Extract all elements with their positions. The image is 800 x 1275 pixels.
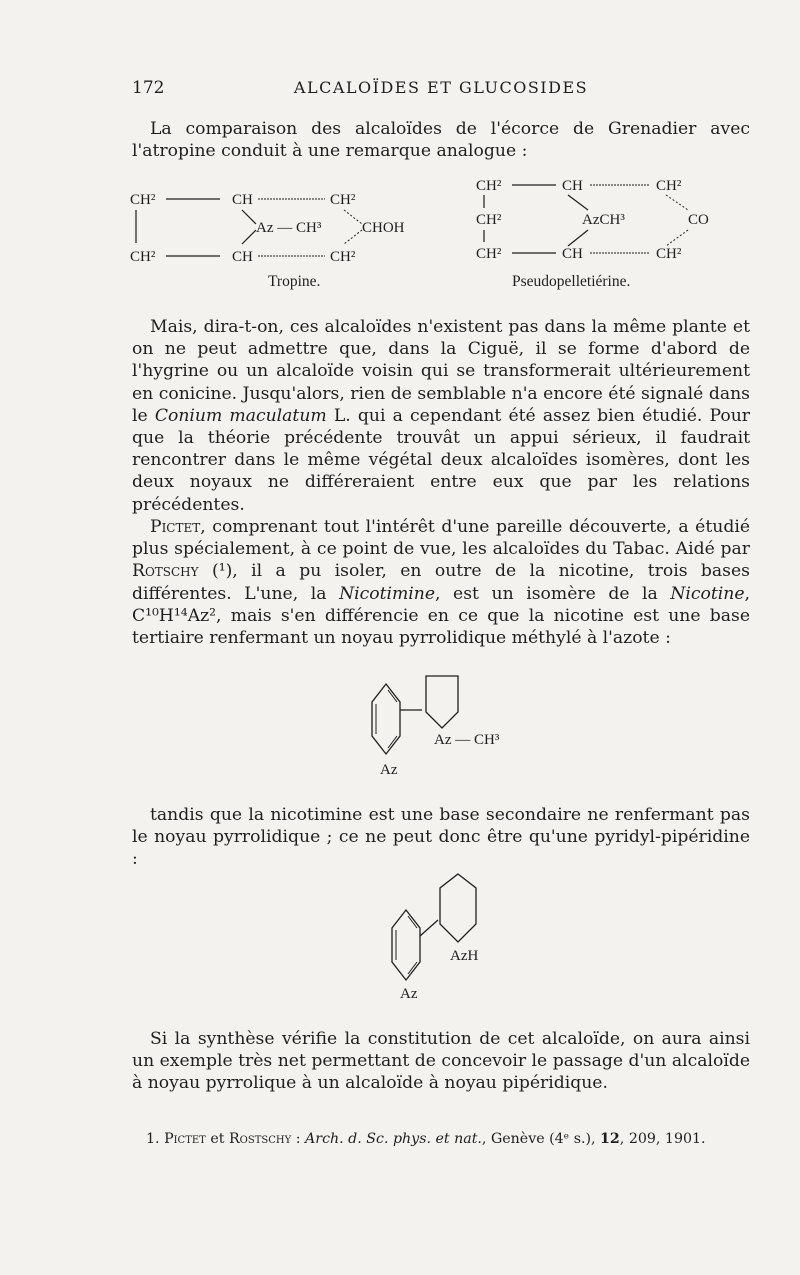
para3-text4: mais s'en différencie en ce que la nicotine est une base tertiaire renfermant un noyau pyrrolidique méthylé à l'azote : [132, 605, 750, 649]
tropine-group: CH [232, 249, 253, 265]
tropine-group: CH² [130, 192, 156, 208]
para5-text: Si la synthèse vérifie la constitution de cet alcaloïde, on aura ainsi un exemple très net permettant de concevoir le passage d'un alcaloïde à noyau pyrrolique à un alcaloïde à noyau pipéridique. [132, 1029, 750, 1094]
paragraph-pictet [132, 516, 750, 649]
tropine-group: CH² [130, 249, 156, 265]
nicotimine-piperidine-n: AzH [450, 948, 479, 964]
pseudopelletierine-group: CH [562, 246, 583, 262]
footnote-city: , Genève (4ᵉ s.), [481, 1131, 596, 1147]
para2-text: Mais, dira-t-on, ces alcaloïdes n'existent pas dans la même plante et on ne peut admettre que, dans la Ciguë, il se forme d'abord de l'hygrine ou un alcaloïde voisin qui se transformerait ultérieurement en conicine. Jusqu'alors, rien de semblable n'a encore été signalé dans le [132, 317, 750, 426]
pseudopelletierine-group: CH² [476, 246, 502, 262]
nicotine-structure [360, 664, 560, 784]
footnote-ref: (¹) [211, 561, 233, 582]
author-rotschy: Rotschy [132, 561, 199, 582]
nicotine-name: Nicotine [670, 583, 745, 604]
nicotimine-name: Nicotimine [339, 583, 436, 604]
pseudopelletierine-structure [476, 168, 766, 308]
nicotine-formula: , C¹⁰H¹⁴Az², [132, 583, 751, 626]
pseudopelletierine-group: CH² [656, 246, 682, 262]
running-title: ALCALOÏDES ET GLUCOSIDES [293, 78, 589, 97]
pseudopelletierine-caption: Pseudopelletiérine. [512, 273, 631, 290]
para3-text1: , comprenant tout l'intérêt d'une pareille découverte, a étudié plus spécialement, à ce point de vue, les alcaloïdes du Tabac. Aidé par [132, 517, 750, 560]
nicotine-pyridine-n: Az [380, 762, 398, 778]
pseudopelletierine-group: CH² [476, 178, 502, 194]
page-number: 172 [132, 78, 165, 98]
pseudopelletierine-group: CH [562, 178, 583, 194]
pseudopelletierine-group: AzCH³ [582, 212, 625, 228]
footnote-number: 1. [146, 1131, 160, 1147]
footnote-and: et [210, 1131, 225, 1147]
nicotimine-structure [380, 868, 580, 1008]
intro-text: La comparaison des alcaloïdes de l'écorce de Grenadier avec l'atropine conduit à une remarque analogue : [132, 119, 750, 162]
para3-text2: , il a pu isoler, en outre de la nicotine, trois bases différentes. L'une, la [132, 561, 750, 604]
footnote-journal: Arch. d. Sc. phys. et nat. [305, 1131, 482, 1147]
paragraph-nicotimine [132, 804, 750, 871]
pseudopelletierine-group: CH² [656, 178, 682, 194]
pseudopelletierine-group: CH² [476, 212, 502, 228]
para2-end-text: L. qui a cependant été assez bien étudié. Pour que la théorie précédente trouvât un appui sérieux, il faudrait rencontrer dans le même végétal deux alcaloïdes isomères, dont les deux noyaux ne différeraient entre eux que par les relations précédentes. [132, 405, 751, 515]
footnote-volume: 12 [600, 1131, 620, 1147]
intro-paragraph [132, 118, 750, 162]
species-name: Conium maculatum [154, 405, 327, 426]
tropine-group: CH² [330, 192, 356, 208]
footnote-colon: : [295, 1131, 301, 1147]
para3-text3: , est un isomère de la [435, 583, 658, 604]
footnote-author-pictet: Pictet [164, 1131, 206, 1147]
tropine-group: CH [232, 192, 253, 208]
paragraph-conium [132, 316, 750, 516]
paragraph-synthese [132, 1028, 750, 1095]
page-header [132, 78, 750, 102]
tropine-structure [130, 168, 460, 308]
footnote [132, 1130, 750, 1149]
author-pictet: Pictet [150, 517, 201, 537]
nicotimine-pyridine-n: Az [400, 986, 418, 1002]
tropine-group: Az — CH³ [256, 220, 322, 236]
pseudopelletierine-group: CO [688, 212, 709, 228]
nicotine-pyrrolidine-n: Az — CH³ [434, 732, 500, 748]
para4-text: tandis que la nicotimine est une base secondaire ne renfermant pas le noyau pyrrolidique ; ce ne peut donc être qu'une pyridyl-pipéridine : [132, 805, 750, 870]
footnote-author-rostschy: Rostschy [229, 1131, 292, 1147]
tropine-caption: Tropine. [268, 273, 321, 290]
formula-block [130, 168, 760, 308]
tropine-group: CH² [330, 249, 356, 265]
footnote-pages: , 209, 1901. [619, 1131, 706, 1147]
tropine-group: CHOH [362, 220, 405, 236]
